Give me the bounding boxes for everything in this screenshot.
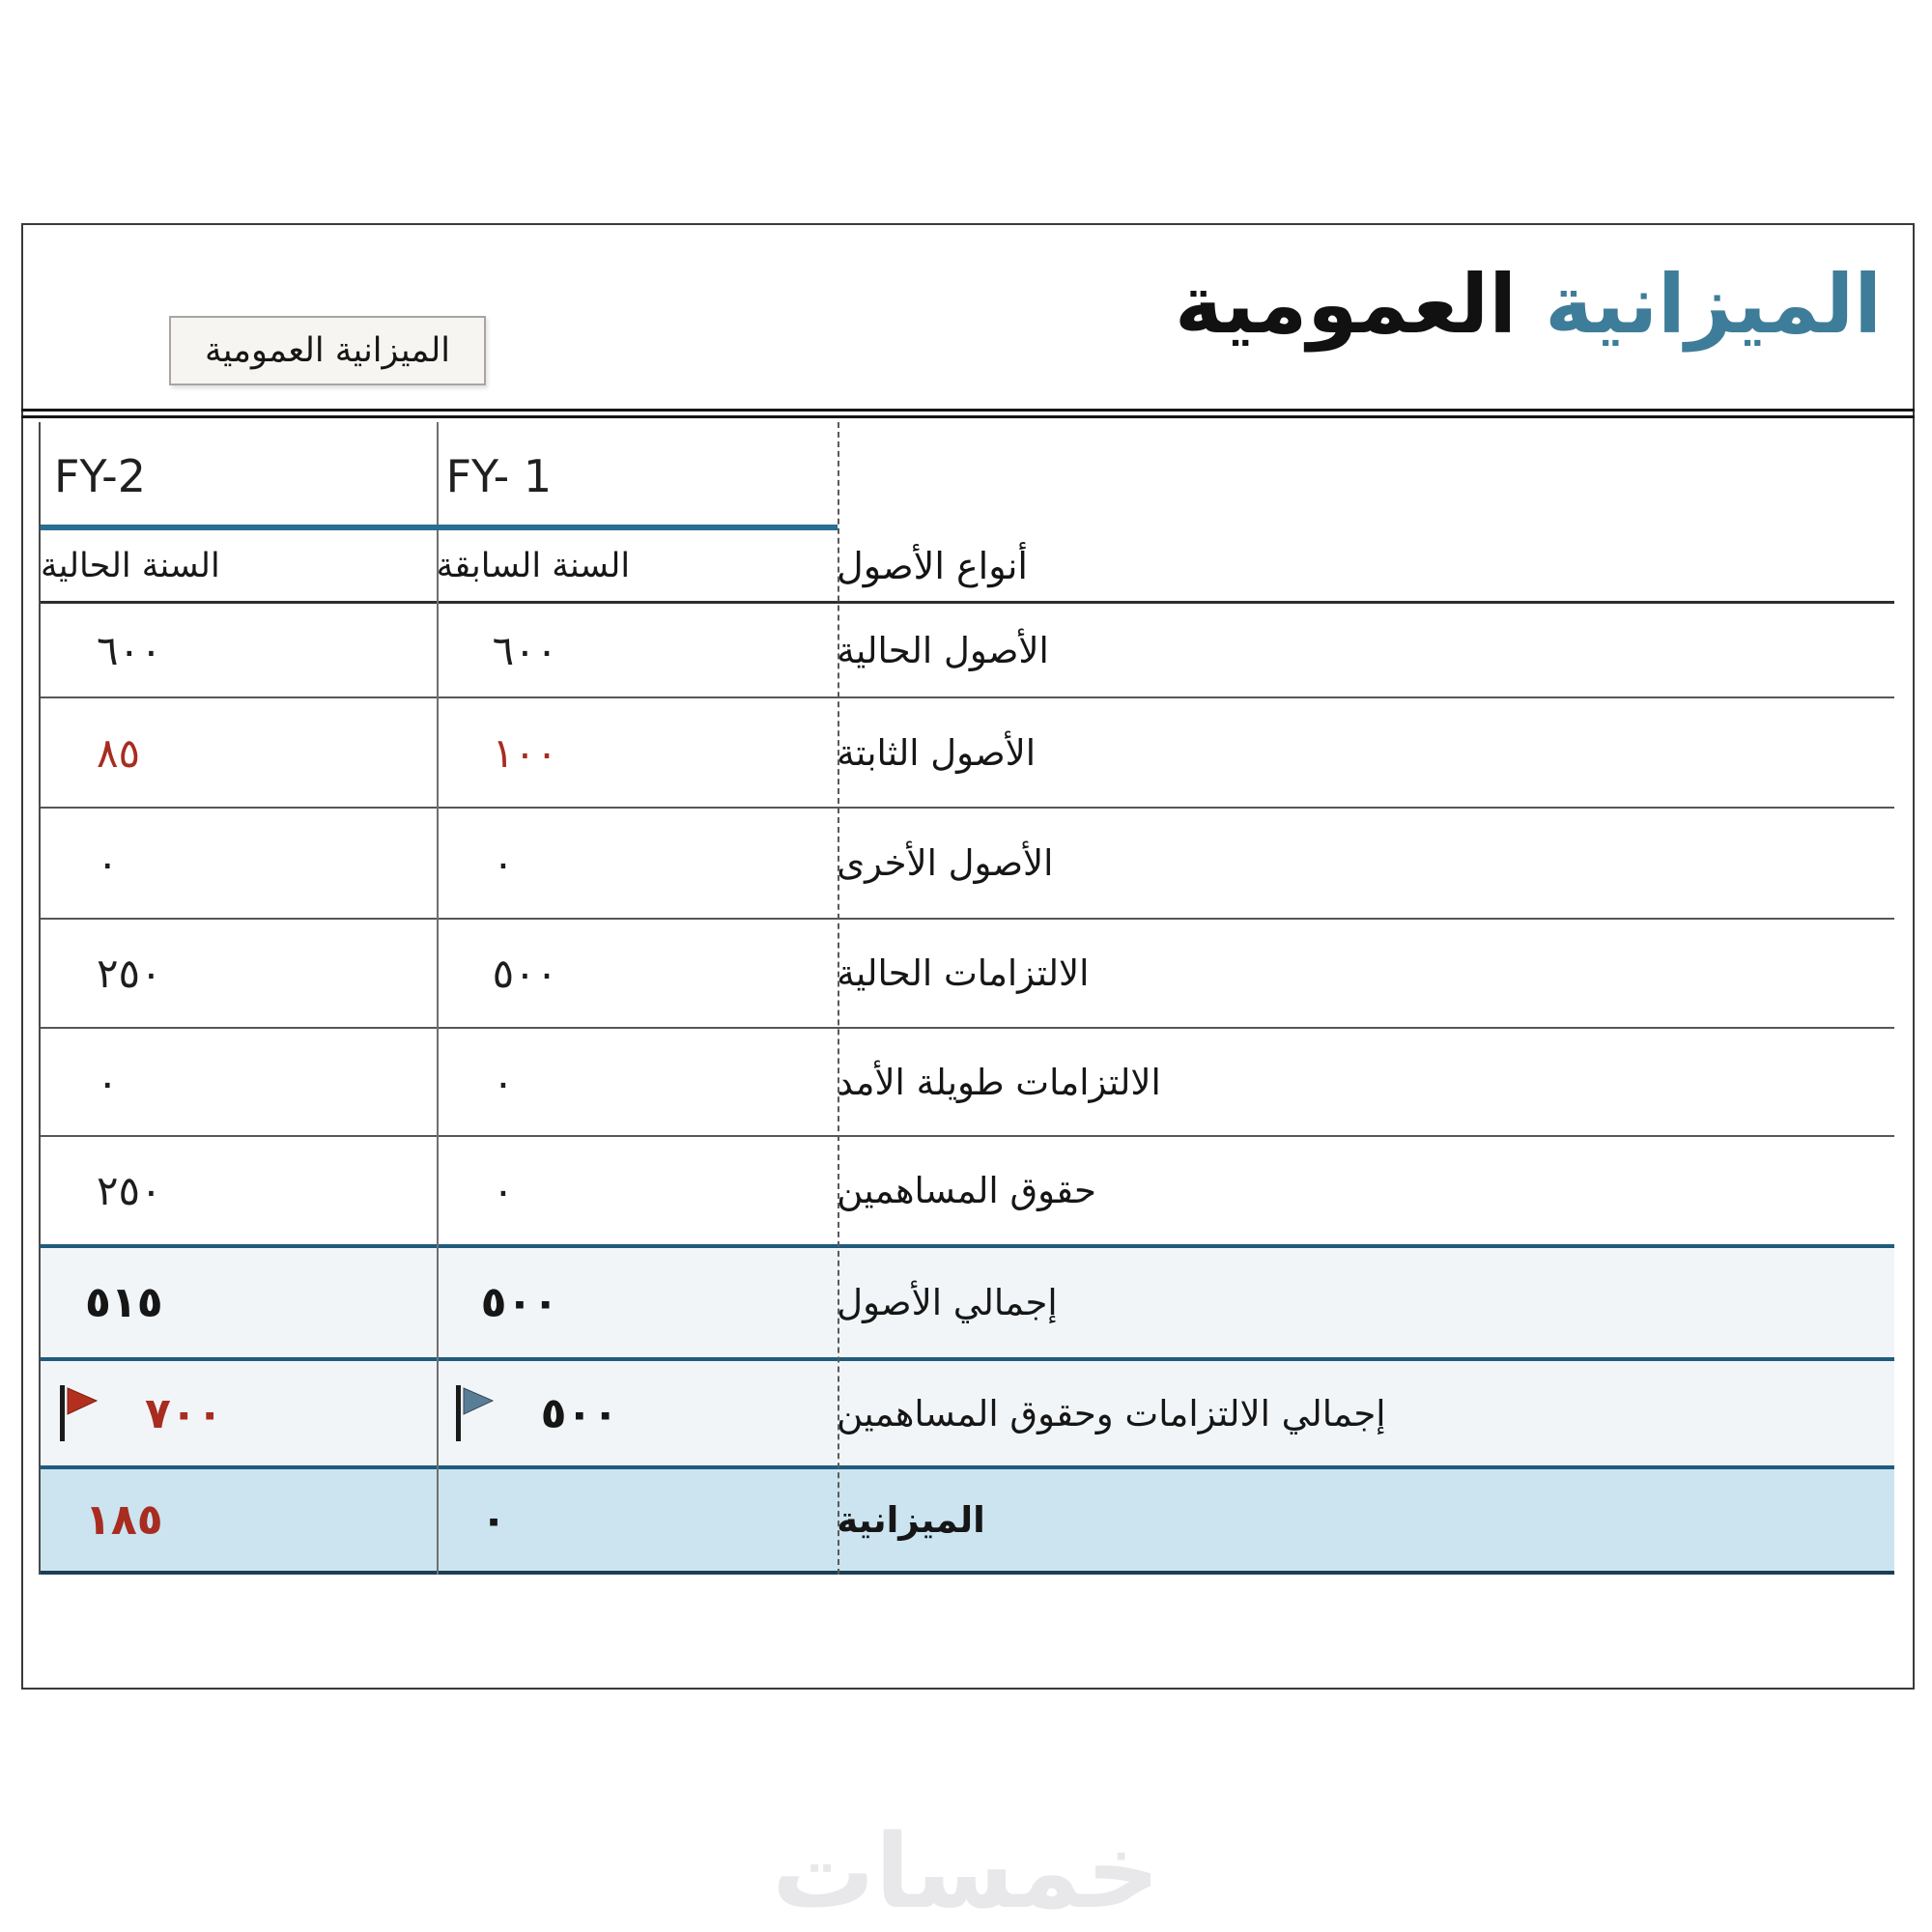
fy-header-row (41, 422, 1894, 530)
cell-value: ٥٠٠ (480, 1278, 559, 1327)
fy2-value-cell[interactable] (41, 698, 437, 807)
fy2-value-cell[interactable] (41, 1137, 437, 1244)
row-label: الميزانية (837, 1499, 985, 1541)
blue-flag-icon (454, 1383, 495, 1443)
asset-types-header-label: أنواع الأصول (837, 544, 1028, 587)
table-row-fixed-assets (41, 698, 1894, 809)
row-label-cell[interactable] (837, 698, 1894, 807)
fy1-value-cell[interactable] (437, 698, 838, 807)
fy2-value-cell[interactable] (41, 1029, 437, 1135)
fy2-value-cell[interactable] (41, 920, 437, 1027)
row-label-cell[interactable] (837, 1029, 1894, 1135)
table-row-shareholders-equity (41, 1137, 1894, 1244)
sheet-frame (21, 223, 1915, 1690)
fy1-value-cell[interactable] (437, 1469, 838, 1571)
fy-header-underline (41, 525, 838, 530)
row-label-cell[interactable] (837, 1469, 1894, 1571)
cell-value: ٦٠٠ (97, 626, 162, 674)
cell-value: ١٨٥ (85, 1495, 163, 1545)
sheet-tab-label: الميزانية العمومية (204, 331, 451, 370)
fy1-subheader-cell[interactable] (437, 530, 838, 601)
row-label: إجمالي الالتزامات وحقوق المساهمين (837, 1392, 1386, 1435)
fy2-value-cell[interactable] (41, 809, 437, 918)
fy2-subheader-cell[interactable] (41, 530, 437, 601)
cell-value: ٧٠٠ (145, 1388, 223, 1438)
fy2-value-cell[interactable] (41, 1248, 437, 1357)
fy1-value-cell[interactable] (437, 604, 838, 696)
fy1-value-cell[interactable] (437, 1361, 838, 1465)
total-liabilities-equity-row (41, 1357, 1894, 1465)
asset-types-header-cell[interactable] (837, 530, 1894, 601)
table-row-current-assets (41, 604, 1894, 698)
title-word-black: العمومية (1175, 257, 1517, 352)
row-label-cell[interactable] (837, 920, 1894, 1027)
fy2-value-cell[interactable] (41, 604, 437, 696)
row-label: الأصول الحالية (837, 629, 1049, 671)
row-label-cell[interactable] (837, 1248, 1894, 1357)
cell-value: ٥٠٠ (540, 1388, 619, 1438)
cell-value: ٠ (492, 839, 515, 887)
fy2-subheader-label: السنة الحالية (41, 546, 220, 585)
red-flag-icon (58, 1383, 99, 1443)
cell-value: ١٠٠ (492, 728, 558, 777)
table-row-other-assets (41, 809, 1894, 920)
fy2-header-label: FY-2 (54, 450, 146, 502)
cell-value: ٠ (97, 1058, 119, 1106)
balance-row (41, 1465, 1894, 1575)
cell-value: ٢٥٠ (97, 950, 162, 997)
row-label-cell[interactable] (837, 809, 1894, 918)
fy1-value-cell[interactable] (437, 920, 838, 1027)
row-label: الالتزامات طويلة الأمد (837, 1061, 1161, 1103)
row-label-cell[interactable] (837, 1361, 1894, 1465)
title-word-blue: الميزانية (1545, 257, 1882, 352)
row-label: حقوق المساهمين (837, 1170, 1096, 1211)
cell-value: ٠ (492, 1167, 515, 1214)
balance-sheet-table (39, 422, 1894, 1575)
fy1-value-cell[interactable] (437, 1137, 838, 1244)
row-label-cell[interactable] (837, 1137, 1894, 1244)
fy1-header-cell[interactable] (437, 422, 838, 530)
column-divider-line (437, 422, 439, 1575)
row-label: الأصول الثابتة (837, 731, 1037, 774)
cell-value: ٥١٥ (85, 1278, 163, 1327)
cell-value: ٨٥ (97, 728, 141, 777)
sheet-tab-button[interactable] (169, 316, 486, 385)
fy1-value-cell[interactable] (437, 1029, 838, 1135)
table-row-longterm-liabilities (41, 1029, 1894, 1137)
cell-value: ٢٥٠ (97, 1167, 162, 1214)
fy2-value-cell[interactable] (41, 1469, 437, 1571)
total-assets-row (41, 1244, 1894, 1357)
cell-value: ٦٠٠ (492, 626, 558, 674)
cell-value: ٠ (480, 1495, 507, 1545)
fy1-value-cell[interactable] (437, 1248, 838, 1357)
row-label: إجمالي الأصول (837, 1282, 1058, 1323)
fy2-header-cell[interactable] (41, 422, 437, 530)
watermark-text: خمسات (772, 1812, 1160, 1931)
fy1-subheader-label: السنة السابقة (436, 546, 631, 585)
subheader-row (41, 530, 1894, 604)
fy2-value-cell[interactable] (41, 1361, 437, 1465)
row-label-cell[interactable] (837, 604, 1894, 696)
page-title (1175, 227, 1882, 382)
fy1-value-cell[interactable] (437, 809, 838, 918)
row-label: الالتزامات الحالية (837, 952, 1090, 994)
row-label: الأصول الأخرى (837, 842, 1054, 884)
fy-header-spacer-cell (837, 422, 1894, 530)
table-row-current-liabilities (41, 920, 1894, 1029)
fy1-header-label: FY- 1 (445, 450, 553, 502)
header-divider (21, 409, 1915, 418)
cell-value: ٠ (97, 839, 119, 887)
column-divider-dashed-line (838, 422, 839, 1575)
cell-value: ٥٠٠ (492, 950, 558, 997)
cell-value: ٠ (492, 1058, 515, 1106)
